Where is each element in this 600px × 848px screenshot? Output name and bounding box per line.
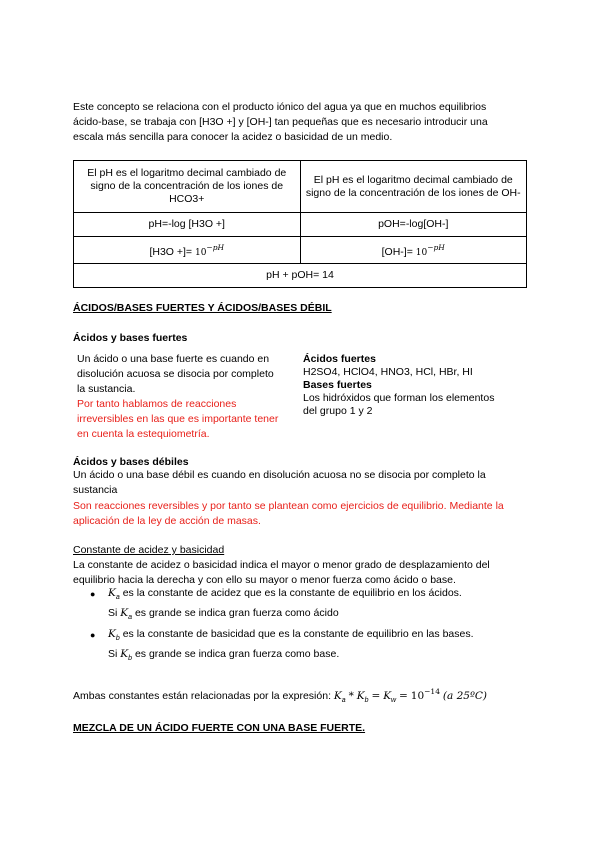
- poh-formula-cell: pOH=-log[OH-]: [300, 213, 527, 237]
- ph-formula-cell: pH=-log [H3O +]: [74, 213, 301, 237]
- debiles-note-2: aplicación de la ley de acción de masas.: [73, 515, 261, 527]
- kb-note: [108, 647, 339, 666]
- relation-text: Ambas constantes están relacionadas por la expresión:: [73, 690, 334, 702]
- equals-operator: =: [399, 690, 408, 702]
- acidos-fuertes-title: Ácidos fuertes: [303, 353, 376, 365]
- power-exponent: −14: [424, 687, 440, 696]
- si-label: Si: [108, 648, 121, 660]
- constante-line-2: equilibrio hacia la derecha y con ello su mayor o menor fuerza como ácido o base.: [73, 574, 456, 586]
- subscript-a: a: [115, 594, 120, 601]
- poh-definition-cell: El pH es el logaritmo decimal cambiado de signo de la concentración de los iones de OH-: [300, 161, 527, 213]
- subscript-a: a: [341, 697, 346, 704]
- subscript-b: b: [115, 635, 120, 642]
- fuertes-note-2: irreversibles en las que es importante tener: [77, 413, 279, 425]
- intro-line-2: ácido-base, se trabaja con [H3O +] y [OH-] tan pequeñas que es necesario introducir una: [73, 116, 488, 128]
- ka-note: [108, 606, 339, 625]
- ph-table: [73, 160, 527, 288]
- bullet-icon: ●: [90, 589, 96, 599]
- fuertes-desc-3: la sustancia.: [77, 383, 136, 395]
- k-symbol: K: [108, 587, 116, 599]
- temperature-note: (a 25ºC): [442, 690, 488, 702]
- k-symbol: K: [333, 690, 342, 702]
- bases-fuertes-desc-2: del grupo 1 y 2: [303, 405, 373, 417]
- power-base: 10: [194, 247, 207, 258]
- h3o-concentration-cell: [74, 237, 301, 264]
- heading-acidos-bases: ÁCIDOS/BASES FUERTES Y ÁCIDOS/BASES DÉBIL: [73, 302, 332, 314]
- kb-definition: [108, 627, 474, 646]
- subscript-a: a: [128, 614, 133, 621]
- power-base: 10: [410, 690, 425, 702]
- acidos-fuertes-list: H2SO4, HClO4, HNO3, HCl, HBr, HI: [303, 366, 473, 378]
- k-symbol: K: [120, 648, 129, 660]
- intro-line-3: escala más sencilla para conocer la acidez o basicidad de un medio.: [73, 131, 393, 143]
- heading-debiles: Ácidos y bases débiles: [73, 456, 189, 468]
- debiles-note-1: Son reacciones reversibles y por tanto se plantean como ejercicios de equilibrio. Mediante la: [73, 500, 504, 512]
- k-symbol: K: [108, 628, 116, 640]
- bullet-icon: ●: [90, 630, 96, 640]
- subscript-b: b: [128, 655, 133, 662]
- intro-line-1: Este concepto se relaciona con el producto iónico del agua ya que en muchos equilibrios: [73, 101, 487, 113]
- oh-prefix: [OH-]=: [381, 245, 416, 258]
- equals-operator: =: [371, 690, 381, 702]
- k-symbol: K: [383, 690, 392, 702]
- power-base: 10: [415, 247, 428, 258]
- debiles-line-1: Un ácido o una base débil es cuando en disolución acuosa no se disocia por completo la: [73, 469, 486, 481]
- fuertes-desc-1: Un ácido o una base fuerte es cuando en: [77, 353, 270, 365]
- debiles-line-2: sustancia: [73, 484, 118, 496]
- ka-definition: [108, 586, 462, 605]
- fuertes-desc-2: disolución acuosa se disocia por completo: [77, 368, 274, 380]
- heading-fuertes: Ácidos y bases fuertes: [73, 332, 188, 344]
- ka-note-text: es grande se indica gran fuerza como ácido: [134, 607, 339, 619]
- multiply-operator: *: [348, 690, 354, 702]
- ph-definition-cell: El pH es el logaritmo decimal cambiado de signo de la concentración de los iones de HCO3+: [74, 161, 301, 213]
- si-label: Si: [108, 607, 121, 619]
- kb-definition-text: es la constante de basicidad que es la constante de equilibrio en las bases.: [122, 628, 474, 640]
- fuertes-note-3: en cuenta la estequiometría.: [77, 428, 210, 440]
- subscript-b: b: [364, 697, 369, 704]
- heading-constante: Constante de acidez y basicidad: [73, 544, 225, 556]
- subscript-w: w: [391, 697, 397, 704]
- k-symbol: K: [120, 607, 129, 619]
- heading-mezcla: MEZCLA DE UN ÁCIDO FUERTE CON UNA BASE FUERTE.: [73, 722, 366, 734]
- h3o-prefix: [H3O +]=: [149, 245, 195, 258]
- power-exponent: −pH: [206, 242, 225, 252]
- k-symbol: K: [356, 690, 365, 702]
- ka-definition-text: es la constante de acidez que es la constante de equilibrio en los ácidos.: [122, 587, 462, 599]
- bases-fuertes-title: Bases fuertes: [303, 379, 372, 391]
- relation-line: [73, 684, 487, 708]
- constante-line-1: La constante de acidez o basicidad indica el mayor o menor grado de desplazamiento del: [73, 559, 490, 571]
- ph-sum-cell: pH + pOH= 14: [74, 264, 527, 288]
- fuertes-note-1: Por tanto hablamos de reacciones: [77, 398, 237, 410]
- power-exponent: −pH: [427, 242, 445, 252]
- kb-note-text: es grande se indica gran fuerza como base.: [134, 648, 340, 660]
- bases-fuertes-desc-1: Los hidróxidos que forman los elementos: [303, 392, 495, 404]
- oh-concentration-cell: [300, 237, 527, 264]
